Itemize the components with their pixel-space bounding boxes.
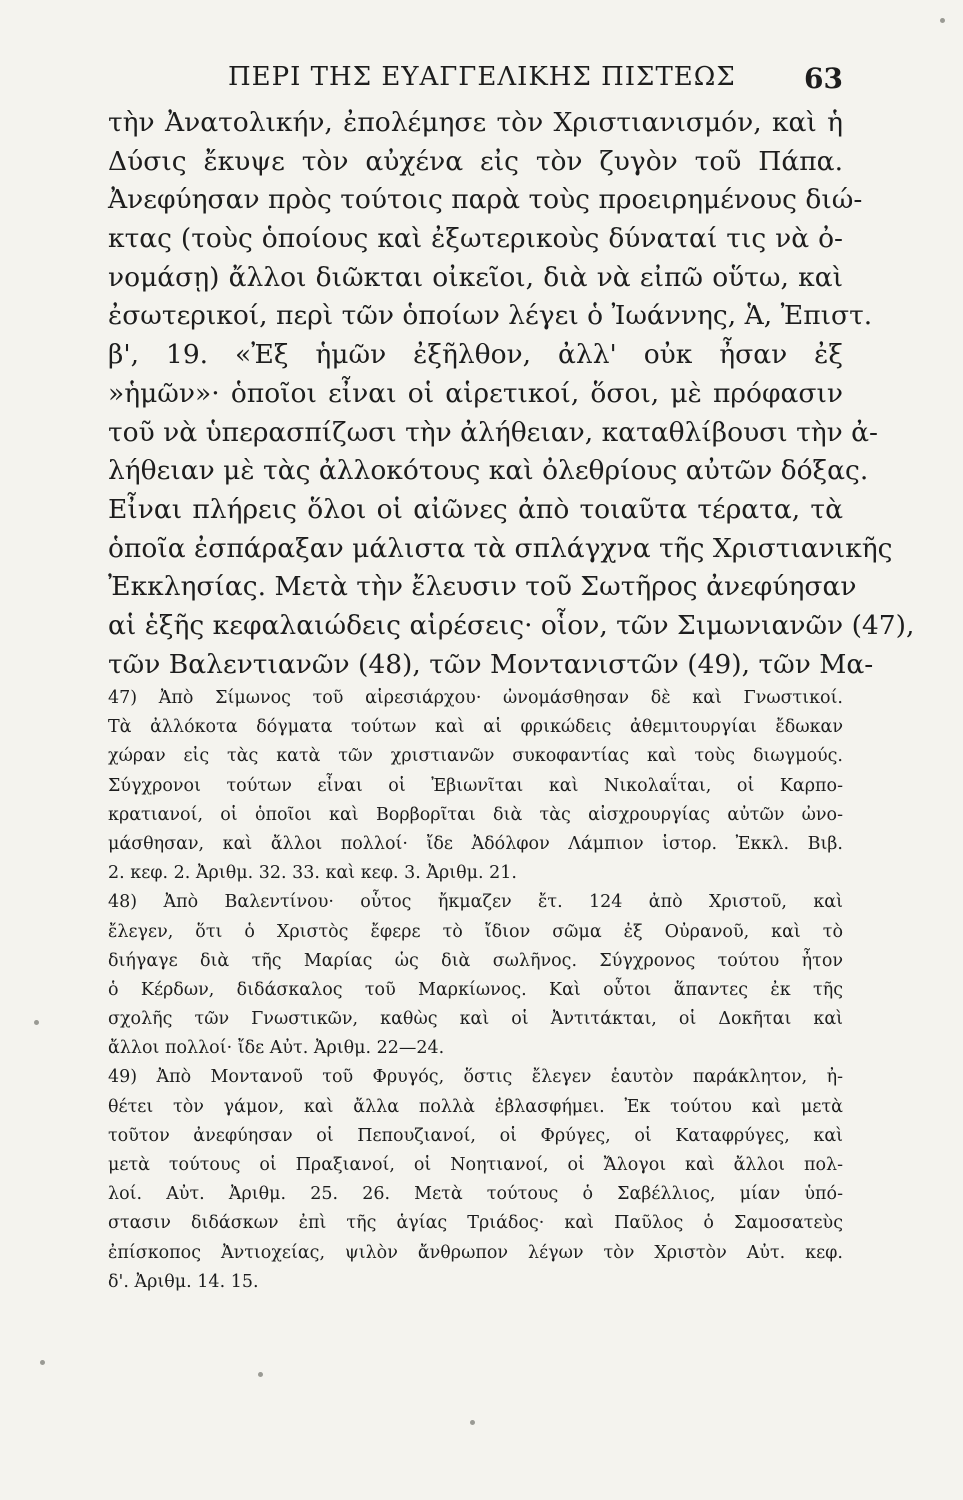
ink-speck — [40, 1360, 45, 1365]
ink-speck — [258, 1372, 263, 1377]
footnote-line: μάσθησαν, καὶ ἄλλοι πολλοί· ἴδε Ἀδόλφον Λάμπιον ἱστορ. Ἐκκλ. Βιβ. — [108, 833, 843, 854]
page-header — [108, 62, 843, 98]
text-line: ὁποῖα ἐσπάραξαν μάλιστα τὰ σπλάγχνα τῆς Χριστιανικῆς — [108, 532, 893, 564]
text-line: νομάσῃ) ἄλλοι διῶκται οἰκεῖοι, διὰ νὰ εἰπῶ οὕτω, καὶ — [108, 261, 843, 293]
text-line: ἐσωτερικοί, περὶ τῶν ὁποίων λέγει ὁ Ἰωάννης, Ἁ, Ἐπιστ. — [108, 300, 873, 332]
footnote-line: Σύγχρονοι τούτων εἶναι οἱ Ἐβιωνῖται καὶ Νικολαΐται, οἱ Καρπο- — [108, 775, 843, 796]
footnote-line: χώραν εἰς τὰς κατὰ τῶν χριστιανῶν συκοφαντίας καὶ τοὺς διωγμούς. — [108, 746, 843, 767]
text-line: Ἐκκλησίας. Μετὰ τὴν ἔλευσιν τοῦ Σωτῆρος ἀνεφύησαν — [108, 571, 857, 603]
text-line: τῶν Βαλεντιανῶν (48), τῶν Μοντανιστῶν (49), τῶν Μα- — [108, 648, 874, 680]
footnote-line: 47) Ἀπὸ Σίμωνος τοῦ αἱρεσιάρχου· ὠνομάσθησαν δὲ καὶ Γνωστικοί. — [108, 688, 843, 708]
footnote-line: κρατιανοί, οἱ ὁποῖοι καὶ Βορβορῖται διὰ τὰς αἰσχρουργίας αὐτῶν ὠνο- — [108, 804, 843, 825]
text-line: κτας (τοὺς ὁποίους καὶ ἐξωτερικοὺς δύναταί τις νὰ ὀ- — [108, 223, 843, 255]
text-line: Εἶναι πλήρεις ὅλοι οἱ αἰῶνες ἀπὸ τοιαῦτα τέρατα, τὰ — [108, 493, 843, 525]
footnote-line: Τὰ ἀλλόκοτα δόγματα τούτων καὶ αἱ φρικώδεις ἀθεμιτουργίαι ἔδωκαν — [108, 717, 843, 738]
footnote-line: ἐπίσκοπος Ἀντιοχείας, ψιλὸν ἄνθρωπον λέγων τὸν Χριστὸν Αὐτ. κεφ. — [108, 1242, 843, 1263]
footnote-line: μετὰ τούτους οἱ Πραξιανοί, οἱ Νοητιανοί, οἱ Ἄλογοι καὶ ἄλλοι πολ- — [108, 1155, 843, 1175]
text-line: β', 19. «Ἐξ ἡμῶν ἐξῆλθον, ἀλλ' οὐκ ἦσαν ἐξ — [108, 339, 843, 371]
text-line: τὴν Ἀνατολικήν, ἐπολέμησε τὸν Χριστιανισμόν, καὶ ἡ — [108, 107, 843, 138]
footnote-line: δ'. Ἀριθμ. 14. 15. — [108, 1271, 259, 1292]
footnote-line: ἔλεγεν, ὅτι ὁ Χριστὸς ἔφερε τὸ ἴδιον σῶμα ἐξ Οὐρανοῦ, καὶ τὸ — [108, 921, 843, 942]
footnote-line: 48) Ἀπὸ Βαλεντίνου· οὗτος ἤκμαζεν ἔτ. 124 ἀπὸ Χριστοῦ, καὶ — [108, 892, 843, 913]
text-line: »ἡμῶν»· ὁποῖοι εἶναι οἱ αἱρετικοί, ὅσοι, μὲ πρόφασιν — [108, 377, 843, 409]
ink-speck — [940, 18, 945, 23]
footnote-line: θέτει τὸν γάμον, καὶ ἄλλα πολλὰ ἐβλασφήμει. Ἐκ τούτου καὶ μετὰ — [108, 1096, 843, 1117]
text-line: Ἀνεφύησαν πρὸς τούτοις παρὰ τοὺς προειρημένους διώ- — [108, 184, 863, 216]
footnote-line: ἄλλοι πολλοί· ἴδε Αὐτ. Ἀριθμ. 22—24. — [108, 1038, 445, 1059]
footnote-line: διήγαγε διὰ τῆς Μαρίας ὡς διὰ σωλῆνος. Σύγχρονος τούτου ἦτον — [108, 950, 843, 971]
text-line: τοῦ νὰ ὑπερασπίζωσι τὴν ἀλήθειαν, καταθλίβουσι τὴν ἀ- — [108, 416, 879, 448]
text-line: αἱ ἑξῆς κεφαλαιώδεις αἱρέσεις· οἷον, τῶν Σιμωνιανῶν (47), — [108, 609, 915, 641]
ink-speck — [470, 1420, 475, 1425]
footnote-line: 2. κεφ. 2. Ἀριθμ. 32. 33. καὶ κεφ. 3. Ἀριθμ. 21. — [108, 863, 517, 884]
footnote-line: λοί. Αὐτ. Ἀριθμ. 25. 26. Μετὰ τούτους ὁ Σαβέλλιος, μίαν ὑπό- — [108, 1184, 843, 1205]
footnote-line: ὁ Κέρδων, διδάσκαλος τοῦ Μαρκίωνος. Καὶ οὗτοι ἅπαντες ἐκ τῆς — [108, 979, 843, 1000]
text-line: Δύσις ἔκυψε τὸν αὐχένα εἰς τὸν ζυγὸν τοῦ Πάπα. — [108, 145, 843, 177]
text-line: λήθειαν μὲ τὰς ἀλλοκότους καὶ ὀλεθρίους αὐτῶν δόξας. — [108, 455, 869, 487]
page-number: 63 — [804, 62, 843, 95]
footnote-line: τοῦτον ἀνεφύησαν οἱ Πεπουζιανοί, οἱ Φρύγες, οἱ Καταφρύγες, καὶ — [108, 1125, 843, 1146]
running-title: ΠΕΡΙ ΤΗΣ ΕΥΑΓΓΕΛΙΚΗΣ ΠΙΣΤΕΩΣ — [228, 62, 736, 92]
ink-speck — [34, 1020, 39, 1025]
footnote-line: 49) Ἀπὸ Μοντανοῦ τοῦ Φρυγός, ὅστις ἔλεγεν ἑαυτὸν παράκλητον, ἠ- — [108, 1067, 843, 1088]
footnotes — [108, 684, 843, 1297]
footnote-line: σχολῆς τῶν Γνωστικῶν, καθὼς καὶ οἱ Ἀντιτάκται, οἱ Δοκῆται καὶ — [108, 1009, 843, 1030]
footnote-line: στασιν διδάσκων ἐπὶ τῆς ἁγίας Τριάδος· καὶ Παῦλος ὁ Σαμοσατεὺς — [108, 1213, 843, 1234]
main-text — [108, 104, 915, 684]
